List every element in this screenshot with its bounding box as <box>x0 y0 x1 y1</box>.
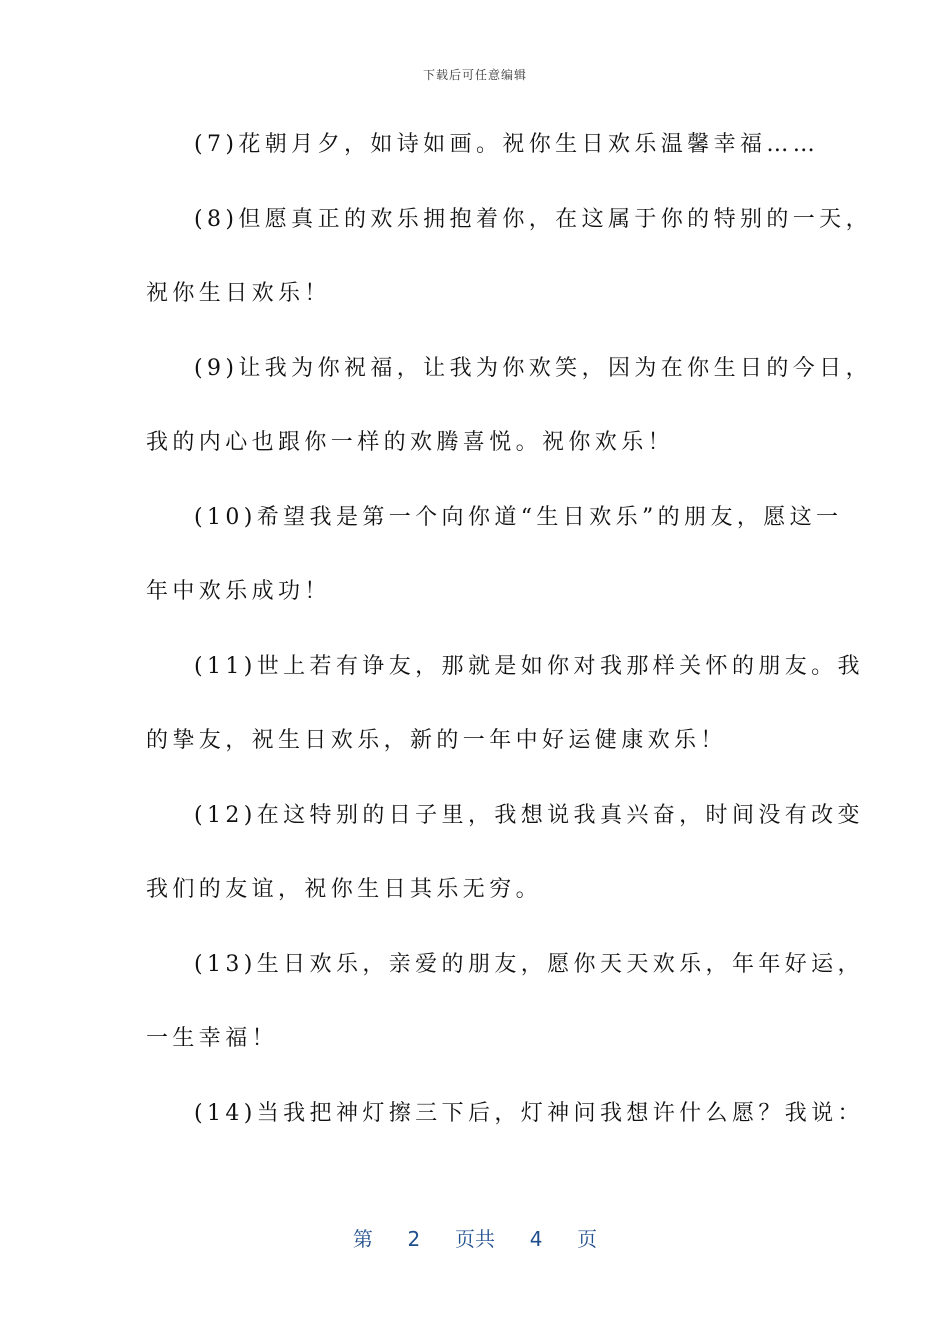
text-line: (14)当我把神灯擦三下后，灯神问我想许什么愿？我说： <box>194 1100 864 1126</box>
text-line: (7)花朝月夕，如诗如画。祝你生日欢乐温馨幸福…… <box>194 132 820 157</box>
header-note: 下载后可任意编辑 <box>422 68 527 82</box>
document-body <box>146 119 872 1162</box>
text-line: (10)希望我是第一个向你道“生日欢乐”的朋友，愿这一 <box>194 504 843 530</box>
text-line: 年中欢乐成功！ <box>146 579 331 604</box>
text-line: (12)在这特别的日子里，我想说我真兴奋，时间没有改变 <box>194 802 864 828</box>
footer-total-pages: 4 <box>529 1227 543 1251</box>
text-line: 祝你生日欢乐！ <box>146 281 331 306</box>
footer-middle: 页共 <box>455 1227 495 1251</box>
text-line: (9)让我为你祝福，让我为你欢笑，因为在你生日的今日， <box>194 355 872 381</box>
text-line: 一生幸福！ <box>146 1026 279 1051</box>
text-line: 的挚友，祝生日欢乐，新的一年中好运健康欢乐！ <box>146 728 727 753</box>
footer-current-page: 2 <box>407 1227 421 1251</box>
text-line: (11)世上若有诤友，那就是如你对我那样关怀的朋友。我 <box>194 653 864 679</box>
text-line: (8)但愿真正的欢乐拥抱着你，在这属于你的特别的一天， <box>194 206 872 232</box>
page-footer <box>0 1223 950 1252</box>
footer-prefix: 第 <box>352 1227 373 1251</box>
text-line: 我的内心也跟你一样的欢腾喜悦。祝你欢乐！ <box>146 430 675 455</box>
text-line: (13)生日欢乐，亲爱的朋友，愿你天天欢乐，年年好运， <box>194 951 864 977</box>
footer-suffix: 页 <box>577 1227 598 1251</box>
text-line: 我们的友谊，祝你生日其乐无穷。 <box>146 877 543 902</box>
